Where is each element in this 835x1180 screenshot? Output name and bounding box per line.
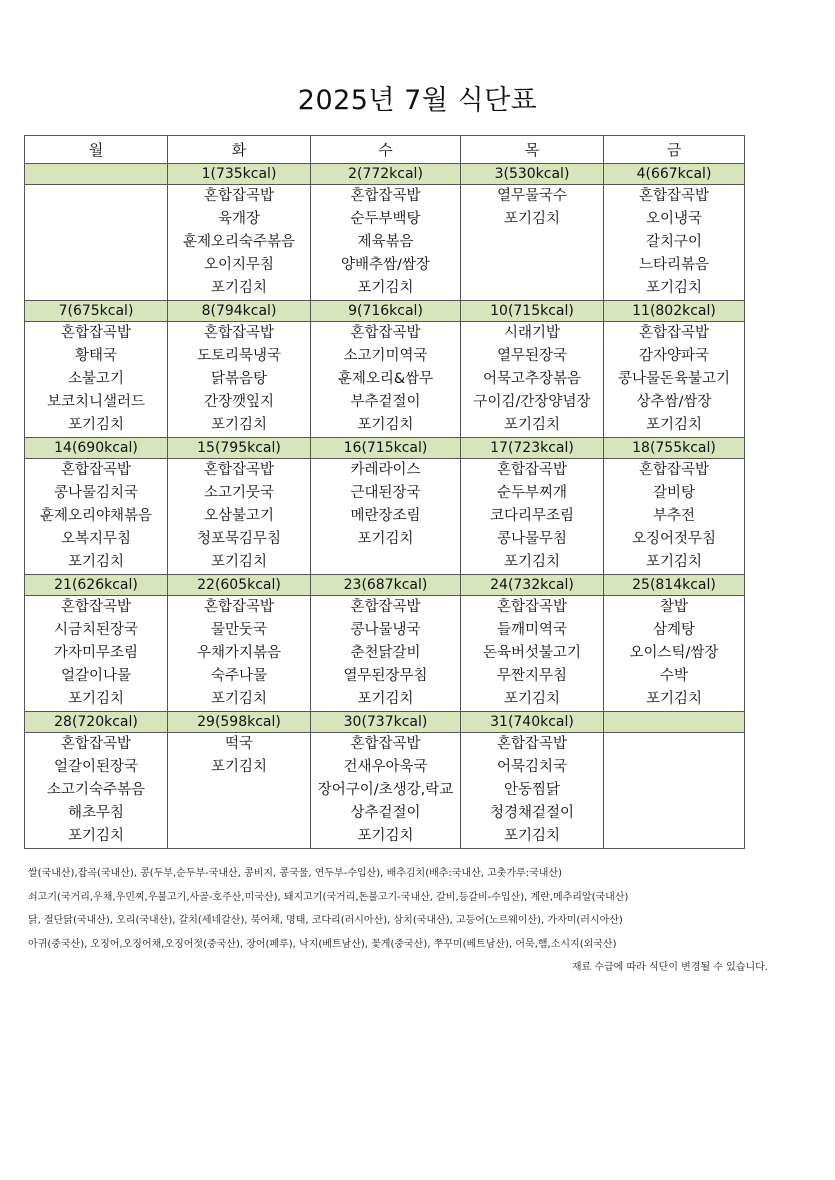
- date-cell: 10(715kcal): [461, 301, 604, 322]
- menu-item: 오삼불고기: [203, 508, 275, 524]
- menu-item: 간장깻잎지: [203, 394, 275, 410]
- menu-item: 얼갈이된장국: [53, 759, 139, 775]
- date-cell: 8(794kcal): [168, 301, 311, 322]
- disclaimer: 재료 수급에 따라 식단이 변경될 수 있습니다.: [571, 962, 768, 973]
- menu-table: [24, 135, 745, 849]
- meal-cell: [168, 596, 311, 712]
- date-row: [25, 301, 745, 322]
- origin-note-line: 닭, 절단닭(국내산), 오리(국내산), 갈치(세네갈산), 북어채, 명태, 코다리(러시아산), 삼치(국내산), 고등어(노르웨이산), 가자미(러시아산): [28, 915, 623, 926]
- menu-item: 혼합잡곡밥: [350, 599, 421, 615]
- meal-cell: [604, 596, 745, 712]
- menu-item: 해초무침: [67, 805, 125, 821]
- menu-item: 구이김/간장양념장: [473, 394, 591, 410]
- menu-item: 혼합잡곡밥: [60, 462, 132, 478]
- meal-cell: [311, 459, 461, 575]
- menu-item: 갈비탕: [652, 485, 696, 501]
- menu-item: 얼갈이나물: [60, 668, 132, 684]
- menu-item: 훈제오리&쌈무: [337, 371, 434, 387]
- menu-item: 포기김치: [210, 759, 268, 775]
- menu-item: 포기김치: [357, 828, 414, 844]
- menu-item: 오복지무침: [60, 531, 132, 547]
- menu-item: 혼합잡곡밥: [638, 188, 710, 204]
- menu-item: 수박: [659, 668, 688, 684]
- meal-cell: [168, 185, 311, 301]
- date-cell: [25, 164, 168, 185]
- menu-item: 소고기숙주볶음: [46, 782, 146, 798]
- menu-item: 포기김치: [503, 691, 561, 707]
- menu-item: 오이지무침: [203, 257, 275, 273]
- menu-item: 상추쌈/쌈장: [636, 394, 712, 410]
- menu-item: 포기김치: [503, 554, 561, 570]
- menu-item: 포기김치: [67, 691, 125, 707]
- menu-item: 혼합잡곡밥: [350, 188, 421, 204]
- menu-item: 포기김치: [645, 554, 703, 570]
- meal-cell: [461, 185, 604, 301]
- weekday-header: 목: [461, 136, 604, 164]
- date-cell: 7(675kcal): [25, 301, 168, 322]
- meal-cell: [168, 459, 311, 575]
- menu-item: 혼합잡곡밥: [60, 325, 132, 341]
- meal-cell: [168, 322, 311, 438]
- menu-item: 어묵고추장볶음: [482, 371, 582, 387]
- menu-item: 감자양파국: [638, 348, 710, 364]
- menu-item: 메란장조림: [350, 508, 421, 524]
- date-cell: 3(530kcal): [461, 164, 604, 185]
- menu-item: 포기김치: [645, 280, 703, 296]
- weekday-header: 화: [168, 136, 311, 164]
- menu-item: 도토리묵냉국: [196, 348, 282, 364]
- date-row: [25, 575, 745, 596]
- menu-item: 청포묵김무침: [196, 531, 282, 547]
- menu-item: 떡국: [224, 736, 253, 752]
- meal-cell: [25, 733, 168, 849]
- menu-item: 혼합잡곡밥: [638, 325, 710, 341]
- menu-item: 시금치된장국: [53, 622, 139, 638]
- meal-cell: [25, 596, 168, 712]
- meal-cell: [168, 733, 311, 849]
- date-row: [25, 164, 745, 185]
- menu-item: 삼계탕: [652, 622, 696, 638]
- menu-item: 포기김치: [210, 280, 268, 296]
- menu-item: 콩나물무침: [496, 531, 568, 547]
- menu-item: 콩나물냉국: [350, 622, 421, 638]
- menu-item: 혼합잡곡밥: [203, 188, 275, 204]
- menu-item: 열무물국수: [496, 188, 568, 204]
- date-cell: 17(723kcal): [461, 438, 604, 459]
- menu-item: 훈제오리숙주볶음: [182, 234, 296, 250]
- menu-item: 혼합잡곡밥: [203, 325, 275, 341]
- weekday-header: 금: [604, 136, 745, 164]
- menu-item: 오징어젓무침: [631, 531, 717, 547]
- menu-item: 들깨미역국: [496, 622, 568, 638]
- menu-item: 오이냉국: [645, 211, 703, 227]
- meal-cell: [25, 185, 168, 301]
- weekday-header: 수: [311, 136, 461, 164]
- menu-item: 포기김치: [357, 691, 414, 707]
- menu-item: 상추겉절이: [350, 805, 421, 821]
- menu-item: 포기김치: [67, 828, 125, 844]
- menu-item: 포기김치: [210, 691, 268, 707]
- menu-item: 순두부찌개: [496, 485, 568, 501]
- meal-cell: [25, 322, 168, 438]
- date-cell: 23(687kcal): [311, 575, 461, 596]
- date-cell: 11(802kcal): [604, 301, 745, 322]
- menu-item: 무짠지무침: [496, 668, 568, 684]
- menu-item: 장어구이/초생강,락교: [317, 782, 454, 798]
- meal-cell: [604, 185, 745, 301]
- menu-item: 돈육버섯불고기: [482, 645, 582, 661]
- menu-item: 포기김치: [67, 554, 125, 570]
- date-cell: 21(626kcal): [25, 575, 168, 596]
- menu-item: 포기김치: [357, 417, 414, 433]
- menu-item: 혼합잡곡밥: [60, 599, 132, 615]
- menu-item: 혼합잡곡밥: [638, 462, 710, 478]
- menu-item: 시래기밥: [503, 325, 561, 341]
- origin-note-line: 쌀(국내산),잡곡(국내산), 콩(두부,순두부-국내산, 콩비지, 콩국물, 연두부-수입산), 배추김치(배추:국내산, 고춧가루:국내산): [28, 868, 563, 879]
- menu-item: 소고기미역국: [343, 348, 428, 364]
- menu-item: 혼합잡곡밥: [203, 599, 275, 615]
- menu-item: 혼합잡곡밥: [496, 462, 568, 478]
- menu-item: 포기김치: [503, 211, 561, 227]
- menu-item: 코다리무조림: [489, 508, 575, 524]
- menu-item: 혼합잡곡밥: [350, 325, 421, 341]
- date-row: [25, 438, 745, 459]
- menu-item: 포기김치: [503, 417, 561, 433]
- meal-cell: [604, 733, 745, 849]
- menu-item: 혼합잡곡밥: [496, 736, 568, 752]
- date-cell: 18(755kcal): [604, 438, 745, 459]
- menu-item: 포기김치: [67, 417, 125, 433]
- menu-item: 육개장: [217, 211, 261, 227]
- menu-item: 우채가지볶음: [196, 645, 282, 661]
- menu-item: 혼합잡곡밥: [350, 736, 421, 752]
- meal-cell: [461, 733, 604, 849]
- meal-row: [25, 733, 745, 849]
- meal-cell: [604, 459, 745, 575]
- date-cell: 24(732kcal): [461, 575, 604, 596]
- date-cell: 2(772kcal): [311, 164, 461, 185]
- meal-row: [25, 185, 745, 301]
- menu-item: 열무된장국: [496, 348, 568, 364]
- menu-item: 부추전: [652, 508, 696, 524]
- origin-note-line: 쇠고기(국거리,우채,우민찌,우불고기,사골-호주산,미국산), 돼지고기(국거리,돈불고기-국내산, 갈비,등갈비-수입산), 계란,메추리알(국내산): [28, 891, 629, 903]
- menu-item: 포기김치: [357, 280, 414, 296]
- date-row: [25, 712, 745, 733]
- menu-item: 찰밥: [659, 599, 688, 615]
- date-cell: 30(737kcal): [311, 712, 461, 733]
- meal-cell: [311, 733, 461, 849]
- menu-item: 청경채겉절이: [489, 805, 575, 821]
- menu-item: 포기김치: [503, 828, 561, 844]
- weekday-header-row: [25, 136, 745, 164]
- menu-item: 소불고기: [67, 371, 125, 387]
- menu-item: 근대된장국: [350, 485, 421, 501]
- date-cell: 15(795kcal): [168, 438, 311, 459]
- menu-item: 안동찜닭: [503, 782, 561, 798]
- meal-cell: [311, 185, 461, 301]
- meal-cell: [604, 322, 745, 438]
- origin-notes: [28, 862, 768, 980]
- date-cell: 4(667kcal): [604, 164, 745, 185]
- menu-item: 춘천닭갈비: [350, 645, 421, 661]
- meal-row: [25, 459, 745, 575]
- meal-row: [25, 322, 745, 438]
- menu-item: 소고기뭇국: [203, 485, 275, 501]
- menu-item: 혼합잡곡밥: [60, 736, 132, 752]
- meal-cell: [461, 459, 604, 575]
- weekday-header: 월: [25, 136, 168, 164]
- menu-item: 숙주나물: [210, 668, 268, 684]
- menu-item: 포기김치: [645, 417, 703, 433]
- menu-item: 물만둣국: [210, 622, 268, 638]
- menu-item: 포기김치: [645, 691, 703, 707]
- meal-cell: [311, 596, 461, 712]
- meal-cell: [25, 459, 168, 575]
- date-cell: 14(690kcal): [25, 438, 168, 459]
- menu-item: 갈치구이: [645, 234, 703, 250]
- menu-item: 양배추쌈/쌈장: [341, 257, 430, 273]
- menu-item: 보코치니샐러드: [46, 394, 146, 410]
- menu-item: 건새우아욱국: [343, 759, 428, 775]
- menu-item: 포기김치: [210, 554, 268, 570]
- origin-note-line: 아귀(중국산), 오징어,오징어채,오징어젓(중국산), 장어(페루), 낙지(베트남산), 꽃게(중국산), 쭈꾸미(베트남산), 어묵,햄,소시지(외국산): [28, 938, 617, 950]
- menu-item: 어묵김치국: [496, 759, 568, 775]
- date-cell: 9(716kcal): [311, 301, 461, 322]
- date-cell: [604, 712, 745, 733]
- menu-item: 훈제오리야채볶음: [39, 508, 153, 524]
- date-cell: 22(605kcal): [168, 575, 311, 596]
- meal-cell: [311, 322, 461, 438]
- menu-item: 콩나물김치국: [53, 485, 139, 501]
- menu-item: 가자미무조림: [53, 645, 139, 661]
- menu-item: 황태국: [74, 348, 118, 364]
- page-title: 2025년 7월 식단표: [297, 85, 538, 116]
- date-cell: 29(598kcal): [168, 712, 311, 733]
- date-cell: 28(720kcal): [25, 712, 168, 733]
- menu-item: 닭볶음탕: [210, 371, 268, 387]
- menu-item: 제육볶음: [357, 234, 414, 250]
- date-cell: 1(735kcal): [168, 164, 311, 185]
- menu-item: 포기김치: [357, 531, 414, 547]
- date-cell: 31(740kcal): [461, 712, 604, 733]
- menu-item: 오이스틱/쌈장: [629, 645, 719, 661]
- menu-item: 혼합잡곡밥: [496, 599, 568, 615]
- menu-item: 콩나물돈육불고기: [617, 371, 731, 387]
- menu-item: 순두부백탕: [350, 211, 421, 227]
- date-cell: 25(814kcal): [604, 575, 745, 596]
- menu-item: 포기김치: [210, 417, 268, 433]
- date-cell: 16(715kcal): [311, 438, 461, 459]
- meal-row: [25, 596, 745, 712]
- menu-item: 열무된장무침: [343, 668, 428, 684]
- meal-cell: [461, 322, 604, 438]
- menu-item: 카레라이스: [350, 462, 421, 478]
- menu-item: 부추겉절이: [350, 394, 421, 410]
- menu-item: 느타리볶음: [638, 257, 710, 273]
- menu-item: 혼합잡곡밥: [203, 462, 275, 478]
- meal-cell: [461, 596, 604, 712]
